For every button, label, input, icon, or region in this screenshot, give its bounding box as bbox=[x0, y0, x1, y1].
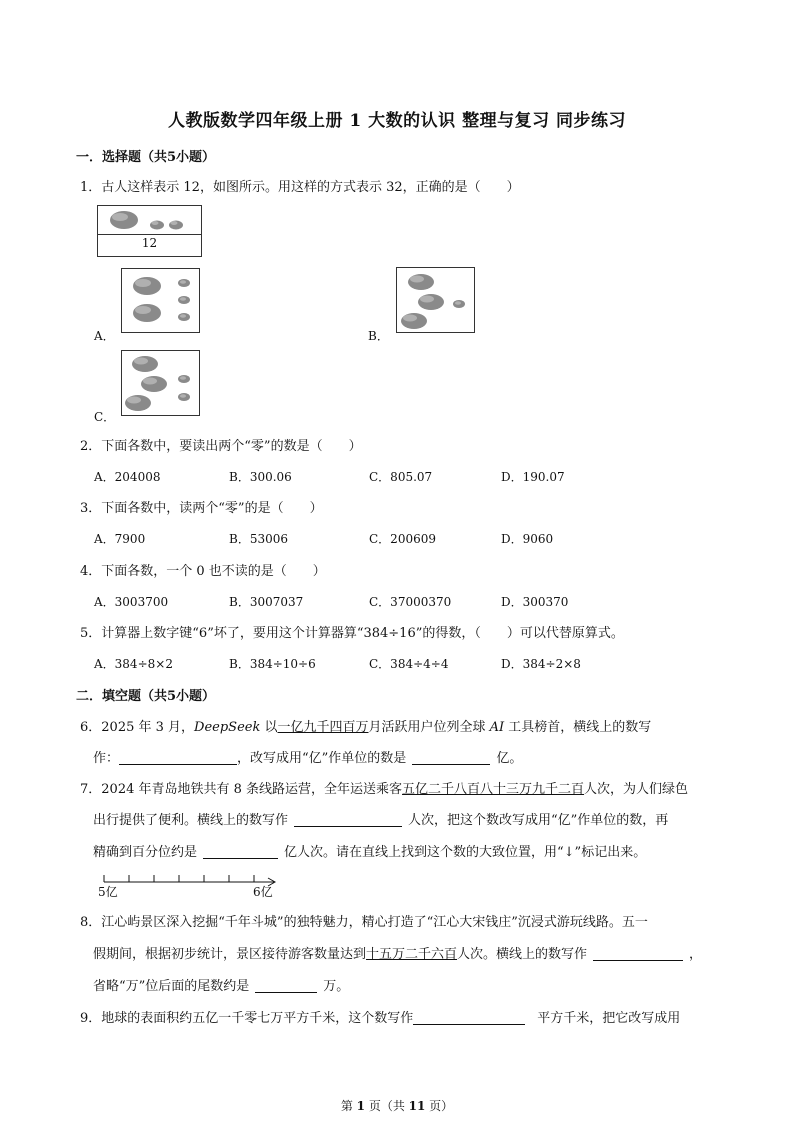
q8-underlined-number: 十五万二千六百 bbox=[366, 947, 458, 962]
q6-brand: DeepSeek bbox=[194, 720, 261, 735]
q1-option-a-label[interactable]: A． bbox=[94, 329, 115, 343]
q7-text-part: 出行提供了便利。横线上的数写作 bbox=[93, 813, 289, 828]
q1-option-c-figure[interactable] bbox=[121, 350, 200, 416]
q8-text-part: 万。 bbox=[323, 979, 350, 994]
q9-text-part: 平方千米，把它改写成用 bbox=[537, 1011, 681, 1026]
q7-axis-start-label: 5亿 bbox=[98, 885, 118, 899]
footer-page-number: 1 bbox=[356, 1099, 365, 1113]
q1-option-c-label[interactable]: C． bbox=[94, 410, 116, 424]
q6-text-part: 亿。 bbox=[496, 751, 523, 766]
q7-text-part: 亿人次。请在直线上找到这个数的大致位置，用“↓”标记出来。 bbox=[284, 845, 647, 860]
q8-text-part: 假期间，根据初步统计，景区接待游客数量达到 bbox=[93, 947, 367, 962]
q6-answer-blank-1[interactable] bbox=[119, 750, 237, 765]
section-choice-heading: 一．选择题（共5小题） bbox=[76, 150, 216, 165]
q9-answer-blank-1[interactable] bbox=[413, 1010, 525, 1025]
question-7-line-3 bbox=[93, 841, 646, 860]
footer-text: 页） bbox=[425, 1099, 454, 1113]
q7-answer-blank-1[interactable] bbox=[294, 812, 402, 827]
question-8-line-2 bbox=[93, 943, 702, 962]
stones-icon bbox=[122, 269, 199, 332]
q1-example-figure bbox=[97, 205, 202, 257]
question-4-text: 4．下面各数，一个 0 也不读的是（ ） bbox=[80, 564, 326, 579]
question-2-text: 2．下面各数中，要读出两个“零”的数是（ ） bbox=[80, 439, 362, 454]
q8-answer-blank-1[interactable] bbox=[593, 946, 683, 961]
q3-option-d[interactable]: D．9060 bbox=[501, 532, 554, 546]
q7-answer-blank-2[interactable] bbox=[203, 844, 278, 859]
q3-option-c[interactable]: C．200609 bbox=[369, 532, 436, 546]
question-1-text: 1．古人这样表示 12，如图所示。用这样的方式表示 32，正确的是（ ） bbox=[80, 180, 520, 195]
stones-icon bbox=[122, 351, 199, 415]
q9-text-part: 9．地球的表面积约五亿一千零七万平方千米，这个数写作 bbox=[80, 1011, 414, 1026]
q2-option-a[interactable]: A．204008 bbox=[94, 470, 161, 484]
q5-option-c[interactable]: C．384÷4÷4 bbox=[369, 657, 449, 671]
q6-underlined-number: 一亿九千四百万 bbox=[277, 720, 369, 735]
stones-icon bbox=[397, 268, 474, 332]
q2-option-c[interactable]: C．805.07 bbox=[369, 470, 433, 484]
q2-option-b[interactable]: B．300.06 bbox=[229, 470, 292, 484]
q6-text-part: 作： bbox=[93, 751, 120, 766]
q2-option-d[interactable]: D．190.07 bbox=[501, 470, 565, 484]
q1-option-b-label[interactable]: B． bbox=[368, 329, 389, 343]
q8-answer-blank-2[interactable] bbox=[255, 978, 317, 993]
q8-text-part: 人次。横线上的数写作 bbox=[457, 947, 588, 962]
stones-icon bbox=[98, 206, 201, 234]
q6-text-part: 月活跃用户位列全球 bbox=[368, 720, 490, 735]
q7-text-part: 人次，把这个数改写成用“亿”作单位的数，再 bbox=[408, 813, 669, 828]
q7-axis-end-label: 6亿 bbox=[253, 885, 273, 899]
question-8-line-1: 8．江心屿景区深入挖掘“千年斗城”的独特魅力，精心打造了“江心大宋钱庄”沉浸式游玩线路。五一 bbox=[80, 915, 648, 930]
q4-option-a[interactable]: A．3003700 bbox=[94, 595, 169, 609]
q1-option-a-figure[interactable] bbox=[121, 268, 200, 333]
q7-text-part: 人次，为人们绿色 bbox=[584, 782, 689, 797]
footer-total-pages: 11 bbox=[408, 1099, 426, 1113]
q5-option-a[interactable]: A．384÷8×2 bbox=[94, 657, 173, 671]
question-6-line-2 bbox=[93, 747, 522, 766]
q5-option-b[interactable]: B．384÷10÷6 bbox=[229, 657, 316, 671]
question-6-line-1 bbox=[80, 716, 651, 735]
footer-text: 第 bbox=[340, 1099, 357, 1113]
q3-option-b[interactable]: B．53006 bbox=[229, 532, 288, 546]
page-title: 人教版数学四年级上册 1 大数的认识 整理与复习 同步练习 bbox=[167, 111, 626, 131]
section-fill-heading: 二．填空题（共5小题） bbox=[76, 689, 216, 704]
q8-text-part: 省略“万”位后面的尾数约是 bbox=[93, 979, 250, 994]
question-8-line-3 bbox=[93, 975, 349, 994]
q1-example-label: 12 bbox=[141, 236, 158, 250]
q6-text-part: ，改写成用“亿”作单位的数是 bbox=[237, 751, 407, 766]
q4-option-c[interactable]: C．37000370 bbox=[369, 595, 452, 609]
q7-text-part: 7．2024 年青岛地铁共有 8 条线路运营，全年运送乘客 bbox=[80, 782, 403, 797]
q7-text-part: 精确到百分位约是 bbox=[93, 845, 198, 860]
footer-text: 页（共 bbox=[365, 1099, 409, 1113]
q1-option-b-figure[interactable] bbox=[396, 267, 475, 333]
q3-option-a[interactable]: A．7900 bbox=[94, 532, 146, 546]
q6-answer-blank-2[interactable] bbox=[412, 750, 490, 765]
question-7-line-2 bbox=[93, 809, 668, 828]
q8-text-part: ， bbox=[689, 947, 703, 962]
question-5-text: 5．计算器上数字键“6”坏了，要用这个计算器算“384÷16”的得数，（ ）可以代替原算式。 bbox=[80, 626, 624, 641]
q6-text-part: 工具榜首，横线上的数写 bbox=[504, 720, 652, 735]
question-3-text: 3．下面各数中，读两个“零”的是（ ） bbox=[80, 501, 323, 516]
q6-text-part: 6．2025 年 3 月， bbox=[80, 720, 195, 735]
question-9-line-1 bbox=[80, 1007, 680, 1026]
question-7-line-1 bbox=[80, 778, 688, 797]
q6-text-part: 以 bbox=[260, 720, 278, 735]
page-footer bbox=[0, 1097, 794, 1114]
q5-option-d[interactable]: D．384÷2×8 bbox=[501, 657, 581, 671]
q4-option-b[interactable]: B．3007037 bbox=[229, 595, 304, 609]
q7-underlined-number: 五亿二千八百八十三万九千二百 bbox=[402, 782, 585, 797]
q4-option-d[interactable]: D．300370 bbox=[501, 595, 569, 609]
q6-ai: AI bbox=[489, 720, 505, 735]
